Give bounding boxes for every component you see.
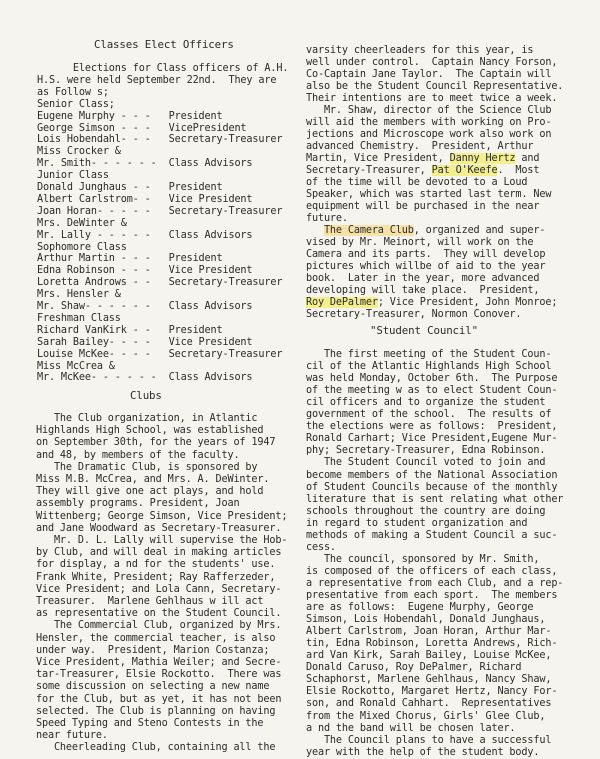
officers-line: George Simson - - - VicePresident xyxy=(37,122,247,134)
right-line: Camera and its parts. They will develop xyxy=(306,249,546,260)
right-line: equipment will be purchased in the near xyxy=(306,201,540,212)
article-title-classes-elect-officers: Classes Elect Officers xyxy=(94,38,234,51)
officers-line: Albert Carlstrom- - Vice President xyxy=(37,193,253,205)
council-line: in regard to student organization and xyxy=(306,517,528,529)
clubs-line: Miss M.B. McCrea, and Mrs. A. DeWinter. xyxy=(36,474,270,485)
council-line: literature that is sent relating what other xyxy=(306,493,564,505)
right-line: Their intentions are to meet twice a week. xyxy=(306,93,558,104)
right-line: also be the Student Council Representative. xyxy=(306,81,564,92)
right-line: varsity cheerleaders for this year, is xyxy=(306,45,534,56)
clubs-line: Vice President, Mathia Weiler; and Secre- xyxy=(36,657,282,668)
council-line: The Council plans to have a successful xyxy=(306,734,552,746)
clubs-line: for display, a nd for the students' use. xyxy=(36,559,276,571)
council-line: a nd the band will be chosen later. xyxy=(306,722,516,734)
officers-line: Miss Crocker & xyxy=(37,146,121,158)
clubs-line: The Commercial Club, organized by Mrs. xyxy=(36,620,282,632)
right-line: Co-Captain Jane Taylor. The Captain will xyxy=(306,69,552,80)
clubs-line: Vice President; and Lola Cann, Secretary- xyxy=(36,583,282,595)
council-line: Elsie Rockotto, Margaret Hertz, Nancy For- xyxy=(306,686,558,698)
council-line: cess. xyxy=(306,541,336,553)
section-title-clubs: Clubs xyxy=(130,389,162,402)
officers-line: Mr. Lally - - - - - Class Advisors xyxy=(37,229,253,241)
council-line: a representative from each Club, and a rep- xyxy=(306,577,564,589)
council-line: son, and Ronald Cahhart. Representatives xyxy=(306,698,552,710)
council-line: are as follows: Eugene Murphy, George xyxy=(306,602,534,614)
clubs-line: Cheerleading Club, containing all the xyxy=(36,742,276,754)
council-line: methods of making a Student Council a suc- xyxy=(306,529,558,541)
officers-line: Donald Junghaus - - President xyxy=(37,182,223,193)
clubs-line: Hensler, the commercial teacher, is also xyxy=(36,632,276,644)
council-line: Albert Carlstrom, Joan Horan, Arthur Mar- xyxy=(306,626,552,638)
officers-line: Freshman Class xyxy=(37,312,121,324)
right-line: of the time will be devoted to a Loud xyxy=(306,177,528,188)
clubs-line: under way. President, Marion Costanza; xyxy=(36,644,270,656)
section-title-student-council: "Student Council" xyxy=(370,324,478,337)
clubs-line: some discussion on selecting a new name xyxy=(36,681,270,693)
officers-line: Mrs. DeWinter & xyxy=(37,217,127,229)
right-line: future. xyxy=(306,213,348,224)
clubs-line: Mr. D. L. Lally will supervise the Hob- xyxy=(36,535,288,546)
clubs-line: near future. xyxy=(36,730,108,742)
officers-line: Mr. Smith- - - - - - Class Advisors xyxy=(37,158,253,170)
right-line: book. Later in the year, more advanced xyxy=(306,273,540,284)
officers-line: Elections for Class officers of A.H. xyxy=(37,63,289,74)
council-line: The first meeting of the Student Coun- xyxy=(306,349,552,360)
right-line: Roy DePalmer; Vice President, John Monroe; xyxy=(306,297,558,308)
council-line: government of the school. The results of xyxy=(306,409,552,421)
council-line: of Student Councils because of the monthly xyxy=(306,481,558,493)
council-line: was held Monday, October 6th. The Purpose xyxy=(306,373,558,385)
council-line: ard Van Kirk, Sarah Bailey, Louise McKee, xyxy=(306,650,552,662)
clubs-line: as representative on the Student Council. xyxy=(36,608,282,620)
clubs-line: Treasurer. Marlene Gehlhaus w ill act xyxy=(36,596,264,607)
highlighted-name: Danny Hertz xyxy=(449,153,516,164)
officers-line: Miss McCrea & xyxy=(37,360,115,372)
officers-line: Eugene Murphy - - - President xyxy=(37,110,223,122)
officers-line: Arthur Martin - - - President xyxy=(37,253,223,265)
council-line: from the Mixed Chorus, Girls' Glee Club, xyxy=(306,710,546,722)
council-line: the elections were as follows: President, xyxy=(306,421,558,433)
officers-line: Lois Hobendahl- - - Secretary-Treasurer xyxy=(37,134,283,146)
clubs-line: for the Club, but as yet, it has not been xyxy=(36,693,282,705)
clubs-line: assembly programs. President, Joan xyxy=(36,498,240,510)
council-line: presentative from each sport. The members xyxy=(306,590,558,601)
council-line: become members of the National Association xyxy=(306,469,558,481)
right-line: jections and Microscope work also work on xyxy=(306,129,552,140)
clubs-line: tar-Treasurer, Elsie Rockotto. There was xyxy=(36,669,282,681)
officers-line: H.S. were held September 22nd. They are xyxy=(37,74,277,86)
council-line: Schaphorst, Marlene Gehlhaus, Nancy Shaw, xyxy=(306,674,552,686)
right-line: The Camera Club, organized and super- xyxy=(323,225,546,236)
clubs-line: The Club organization, in Atlantic xyxy=(36,413,258,424)
clubs-line: Speed Typing and Steno Contests in the xyxy=(36,718,264,729)
clubs-line: The Dramatic Club, is sponsored by xyxy=(36,461,258,473)
officers-line: Joan Horan- - - - - Secretary-Treasurer xyxy=(37,205,283,217)
officers-line: Sarah Bailey- - - - Vice President xyxy=(37,336,253,348)
council-line: The Student Council voted to join and xyxy=(306,457,546,469)
right-line: Speaker, which was started last term. New xyxy=(306,189,552,200)
officers-line: Loretta Androws - - Secretary-Treasurer xyxy=(37,277,283,289)
officers-line: Mrs. Hensler & xyxy=(37,289,121,301)
right-line: developing will take place. President, xyxy=(306,285,540,296)
council-line: tin, Edna Robinson, Loretta Andrews, Rich- xyxy=(306,638,558,650)
council-line: schools throughout the country are doing xyxy=(306,505,546,517)
right-line: Secretary-Treasurer, Pat O'Keefe. Most xyxy=(306,165,540,176)
council-line: of the meeting w as to elect Student Coun- xyxy=(306,385,558,397)
clubs-line: selected. The Club is planning on having xyxy=(36,705,276,717)
highlighted-name: Pat O'Keefe xyxy=(431,165,498,176)
right-line: Martin, Vice President, Danny Hertz and xyxy=(306,153,540,164)
right-line: Mr. Shaw, director of the Science Club xyxy=(306,105,552,116)
right-line: advanced Chemistry. President, Arthur xyxy=(306,141,534,152)
right-line: well under control. Captain Nancy Forson, xyxy=(306,57,558,68)
council-line: cil officers and to organize the student xyxy=(306,397,546,409)
right-line: vised by Mr. Meinort, will work on the xyxy=(306,237,534,248)
highlighted-name: The Camera Club xyxy=(323,225,414,236)
council-line: Simson, Lois Hobendahl, Donald Junghaus, xyxy=(306,614,546,626)
clubs-line: Frank White, President; Ray Rafferzeder, xyxy=(36,571,276,583)
officers-line: Louise McKee- - - - Secretary-Treasurer xyxy=(37,348,283,360)
right-line: Secretary-Treasurer, Normon Conover. xyxy=(306,309,522,320)
council-line: Donald Caruso, Roy DePalmer, Richard xyxy=(306,662,522,674)
council-line: is composed of the officers of each class, xyxy=(306,565,558,577)
clubs-line: by Club, and will deal in making articles xyxy=(36,547,282,559)
officers-line: Junior Class xyxy=(37,170,109,182)
right-line: will aid the members with working on Pro- xyxy=(306,117,552,128)
council-line: Ronald Carhart; Vice President,Eugene Mur- xyxy=(306,433,558,445)
right-line: pictures which willbe of aid to the year xyxy=(306,261,546,272)
clubs-line: Highlands High School, was established xyxy=(36,425,264,437)
officers-line: Sophomore Class xyxy=(37,241,127,253)
clubs-line: on September 30th, for the years of 1947 xyxy=(36,437,276,449)
clubs-line: and 48, by members of the faculty. xyxy=(36,449,240,461)
highlighted-name: Roy DePalmer xyxy=(306,297,378,308)
officers-line: Richard VanKirk - - President xyxy=(37,324,223,336)
clubs-line: They will give one act plays, and hold xyxy=(36,486,264,498)
officers-line: Mr. McKee- - - - - - Class Advisors xyxy=(37,372,253,384)
council-line: The council, sponsored by Mr. Smith, xyxy=(306,553,540,565)
officers-line: Edna Robinson - - - Vice President xyxy=(37,265,253,277)
clubs-line: and Jane Woodward as Secretary-Treasurer. xyxy=(36,522,282,534)
council-line: cil of the Atlantic Highlands High School xyxy=(306,361,552,373)
clubs-line: Wittenberg; George Simson, Vice President; xyxy=(36,510,288,522)
officers-line: Mr. Shaw- - - - - - Class Advisors xyxy=(37,301,253,312)
council-line: year with the help of the student body. xyxy=(306,746,540,758)
officers-line: as Follow s; xyxy=(37,86,109,98)
officers-line: Senior Class; xyxy=(37,98,115,110)
council-line: phy; Secretary-Treasurer, Edna Robinson. xyxy=(306,445,546,457)
